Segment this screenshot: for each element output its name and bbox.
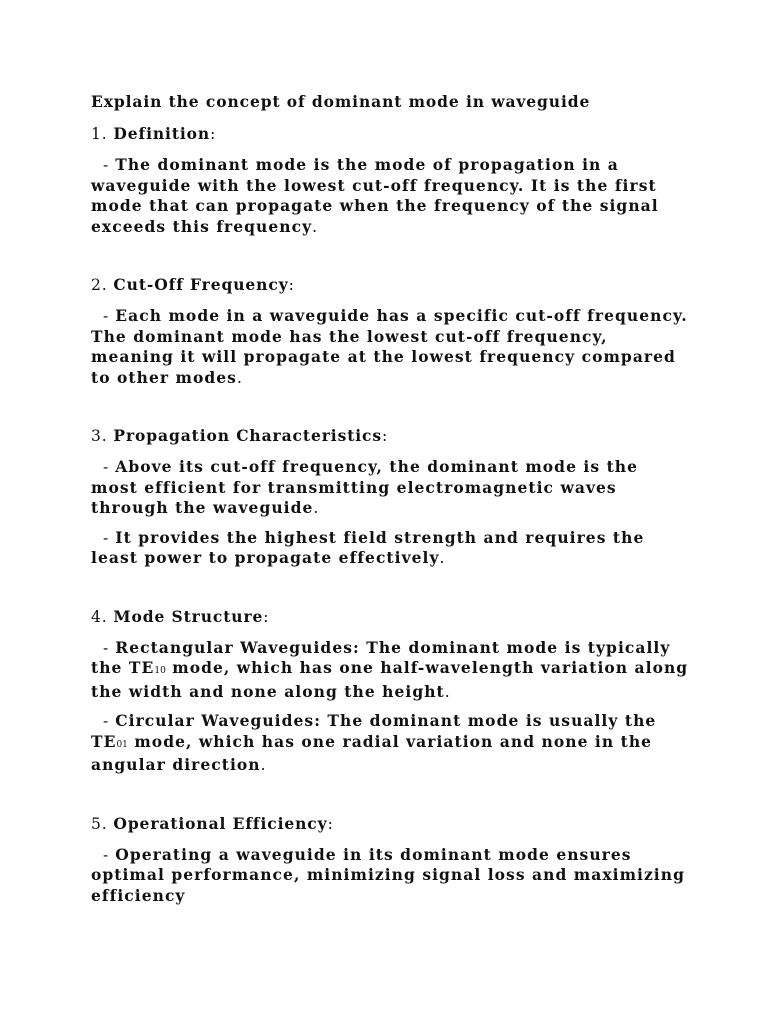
paragraph-text-continued: mode, which has one half-wavelength variation along the width and none along the height — [91, 658, 689, 701]
section-number: 1. — [91, 125, 108, 143]
subscript-text: 01 — [116, 739, 128, 750]
subscript-text: 10 — [154, 666, 166, 676]
document-title: Explain the concept of dominant mode in waveguide — [91, 92, 591, 111]
bullet-paragraph: - Each mode in a waveguide has a specific cut-off frequency. The dominant mode has the lowest cut-off frequency, meaning it will propagate at the lowest frequency compared to other modes. — [91, 306, 688, 387]
bullet-paragraph: - Operating a waveguide in its dominant mode ensures optimal performance, minimizing signal loss and maximizing efficiency — [91, 844, 685, 905]
section-heading: 1. Definition: — [91, 124, 217, 143]
bullet-paragraph: - Above its cut-off frequency, the dominant mode is the most efficient for transmitting electromagnetic waves through the waveguide. — [91, 457, 639, 517]
paragraph-text: Rectangular Waveguides: The dominant mode is typically the TE — [91, 637, 671, 677]
document-page — [91, 90, 691, 906]
section-heading-text: Mode Structure — [113, 606, 264, 626]
section-mode-structure — [91, 605, 691, 776]
paragraph-text: It provides the highest field strength and requires the least power to propagate effectively — [91, 527, 645, 567]
paragraph-text-continued: mode, which has one radial variation and none in the angular direction — [91, 731, 653, 774]
section-number: 5. — [91, 814, 108, 833]
paragraph-text: Above its cut-off frequency, the dominant mode is the most efficient for transmitting electromagnetic waves through the waveguide — [91, 457, 639, 517]
section-operational-efficiency — [91, 812, 691, 907]
bullet-paragraph: - Circular Waveguides: The dominant mode is usually the TE01 mode, which has one radial variation and none in the angular direction. — [91, 711, 657, 774]
paragraph-text: Operating a waveguide in its dominant mode ensures optimal performance, minimizing signal loss and maximizing efficiency — [91, 844, 685, 905]
section-heading-text: Cut-Off Frequency — [113, 275, 289, 294]
bullet-paragraph: - The dominant mode is the mode of propagation in a waveguide with the lowest cut-off frequency. It is the first mode that can propagate when the frequency of the signal exceeds this frequency. — [91, 155, 659, 236]
section-heading-text: Operational Efficiency — [113, 813, 328, 833]
section-cut-off-frequency — [91, 273, 691, 388]
section-heading-text: Definition — [113, 124, 211, 143]
paragraph-text: Circular Waveguides: The dominant mode is usually the TE — [91, 711, 657, 751]
section-propagation-characteristics — [91, 424, 691, 569]
section-definition — [91, 122, 691, 237]
section-heading: 2. Cut-Off Frequency: — [91, 275, 295, 294]
paragraph-text: Each mode in a waveguide has a specific cut-off frequency. The dominant mode has the lowest cut-off frequency, meaning it will propagate at the lowest frequency compared to other modes — [91, 306, 688, 387]
section-heading: 4. Mode Structure: — [91, 606, 270, 626]
section-heading-text: Propagation Characteristics — [113, 426, 383, 445]
paragraph-text: The dominant mode is the mode of propagation in a waveguide with the lowest cut-off frequency. It is the first mode that can propagate when the frequency of the signal exceeds this frequency — [91, 155, 659, 236]
section-number: 3. — [91, 427, 108, 445]
section-number: 4. — [91, 607, 108, 626]
section-heading: 3. Propagation Characteristics: — [91, 426, 389, 445]
section-number: 2. — [91, 276, 108, 294]
bullet-paragraph: - Rectangular Waveguides: The dominant mode is typically the TE10 mode, which has one half-wavelength variation along the width and none along the height. — [91, 637, 689, 701]
section-heading: 5. Operational Efficiency: — [91, 813, 334, 833]
bullet-paragraph: - It provides the highest field strength and requires the least power to propagate effectively. — [91, 527, 645, 567]
